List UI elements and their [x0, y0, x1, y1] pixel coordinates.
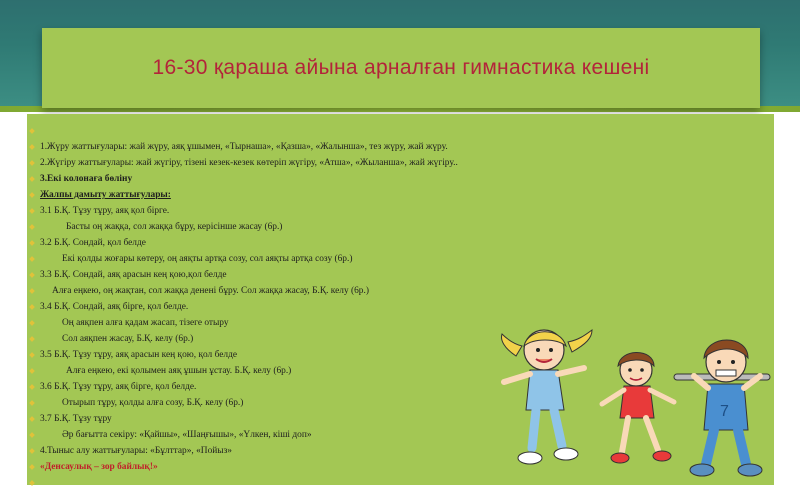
bullet-icon	[29, 464, 35, 470]
list-item	[30, 267, 590, 283]
bullet-icon	[29, 448, 35, 454]
girl-in-red-figure	[602, 353, 674, 464]
list-item	[30, 235, 590, 251]
list-item	[30, 171, 590, 187]
bullet-icon	[29, 320, 35, 326]
list-item-text: 3.5 Б.Қ. Тұзу тұру, аяқ арасын кең қою, қол белде	[40, 350, 238, 360]
list-item-text: «Денсаулық – зор байлық!»	[40, 462, 158, 472]
bullet-icon	[29, 224, 35, 230]
list-item-text: 2.Жүгіру жаттығулары: жай жүгіру, тізені кезек-кезек көтеріп жүгіру, «Атша», «Жыланша», жай жүгіру..	[40, 158, 458, 168]
list-item-text: 3.6 Б.Қ. Тұзу тұру, аяқ бірге, қол белде.	[40, 382, 197, 392]
list-item-text: Жалпы дамыту жаттығулары:	[40, 190, 171, 200]
title-panel	[42, 28, 760, 108]
bullet-icon	[29, 384, 35, 390]
list-item	[30, 283, 590, 299]
bullet-icon	[29, 400, 35, 406]
list-item-text: 1.Жүру жаттығулары: жай жүру, аяқ ұшымен, «Тырнаша», «Қазша», «Жалынша», тез жүру, жай жүру.	[40, 142, 448, 152]
bullet-icon	[29, 256, 35, 262]
list-item-text: 3.2 Б.Қ. Сондай, қол белде	[40, 238, 146, 248]
bullet-icon	[29, 208, 35, 214]
list-item	[30, 219, 590, 235]
list-item	[30, 299, 590, 315]
svg-text:7: 7	[720, 403, 729, 420]
list-item-text: 3.3 Б.Қ. Сондай, аяқ арасын кең қою,қол белде	[40, 270, 227, 280]
list-item	[30, 187, 590, 203]
bullet-icon	[29, 352, 35, 358]
bullet-icon	[29, 336, 35, 342]
slide-title: 16-30 қараша айына арналған гимнастика кешені	[152, 56, 650, 79]
bullet-icon	[29, 176, 35, 182]
bullet-icon	[29, 304, 35, 310]
list-item-text: Алға еңкею, оң жақтан, сол жаққа денені бұру. Сол жаққа жасау, Б.Қ. келу (6р.)	[52, 286, 369, 296]
list-item	[30, 251, 590, 267]
bullet-icon	[29, 432, 35, 438]
list-item-text: 3.7 Б.Қ. Тұзу тұру	[40, 414, 112, 424]
list-item-text: Екі қолды жоғары көтеру, оң аяқты артқа созу, сол аяқты артқа созу (6р.)	[62, 254, 353, 264]
children-exercising-illustration	[498, 318, 780, 480]
bullet-icon	[29, 144, 35, 150]
list-item	[30, 123, 590, 139]
list-item	[30, 203, 590, 219]
list-item-text: 3.4 Б.Қ. Сондай, аяқ бірге, қол белде.	[40, 302, 189, 312]
list-item	[30, 155, 590, 171]
bullet-icon	[29, 128, 35, 134]
list-item-text: Сол аяқпен жасау, Б.Қ. келу (6р.)	[62, 334, 194, 344]
bullet-icon	[29, 416, 35, 422]
list-item-text: Оң аяқпен алға қадам жасап, тізеге отыру	[62, 318, 229, 328]
boy-with-bar-figure	[674, 340, 770, 476]
bullet-icon	[29, 480, 35, 486]
bullet-icon	[29, 368, 35, 374]
list-item-text: 3.Екі колонаға бөліну	[40, 174, 133, 184]
list-item-text: Алға еңкею, екі қолымен аяқ ұшын ұстау. Б.Қ. келу (6р.)	[66, 366, 292, 376]
list-item-text: 4.Тыныс алу жаттығулары: «Бұлттар», «Пойыз»	[40, 446, 232, 456]
bullet-icon	[29, 240, 35, 246]
bullet-icon	[29, 192, 35, 198]
bullet-icon	[29, 272, 35, 278]
bullet-icon	[29, 160, 35, 166]
list-item-text: Басты оң жаққа, сол жаққа бұру, керісінше жасау (6р.)	[66, 222, 283, 232]
girl-with-pigtails-figure	[502, 330, 592, 464]
list-item-text: Әр бағытта секіру: «Қайшы», «Шаңғышы», «Үлкен, кіші доп»	[62, 430, 312, 440]
list-item-text: Отырып тұру, қолды алға созу, Б.Қ. келу (6р.)	[62, 398, 244, 408]
bullet-icon	[29, 288, 35, 294]
list-item	[30, 139, 590, 155]
list-item-text: 3.1 Б.Қ. Тұзу тұру, аяқ қол бірге.	[40, 206, 170, 216]
